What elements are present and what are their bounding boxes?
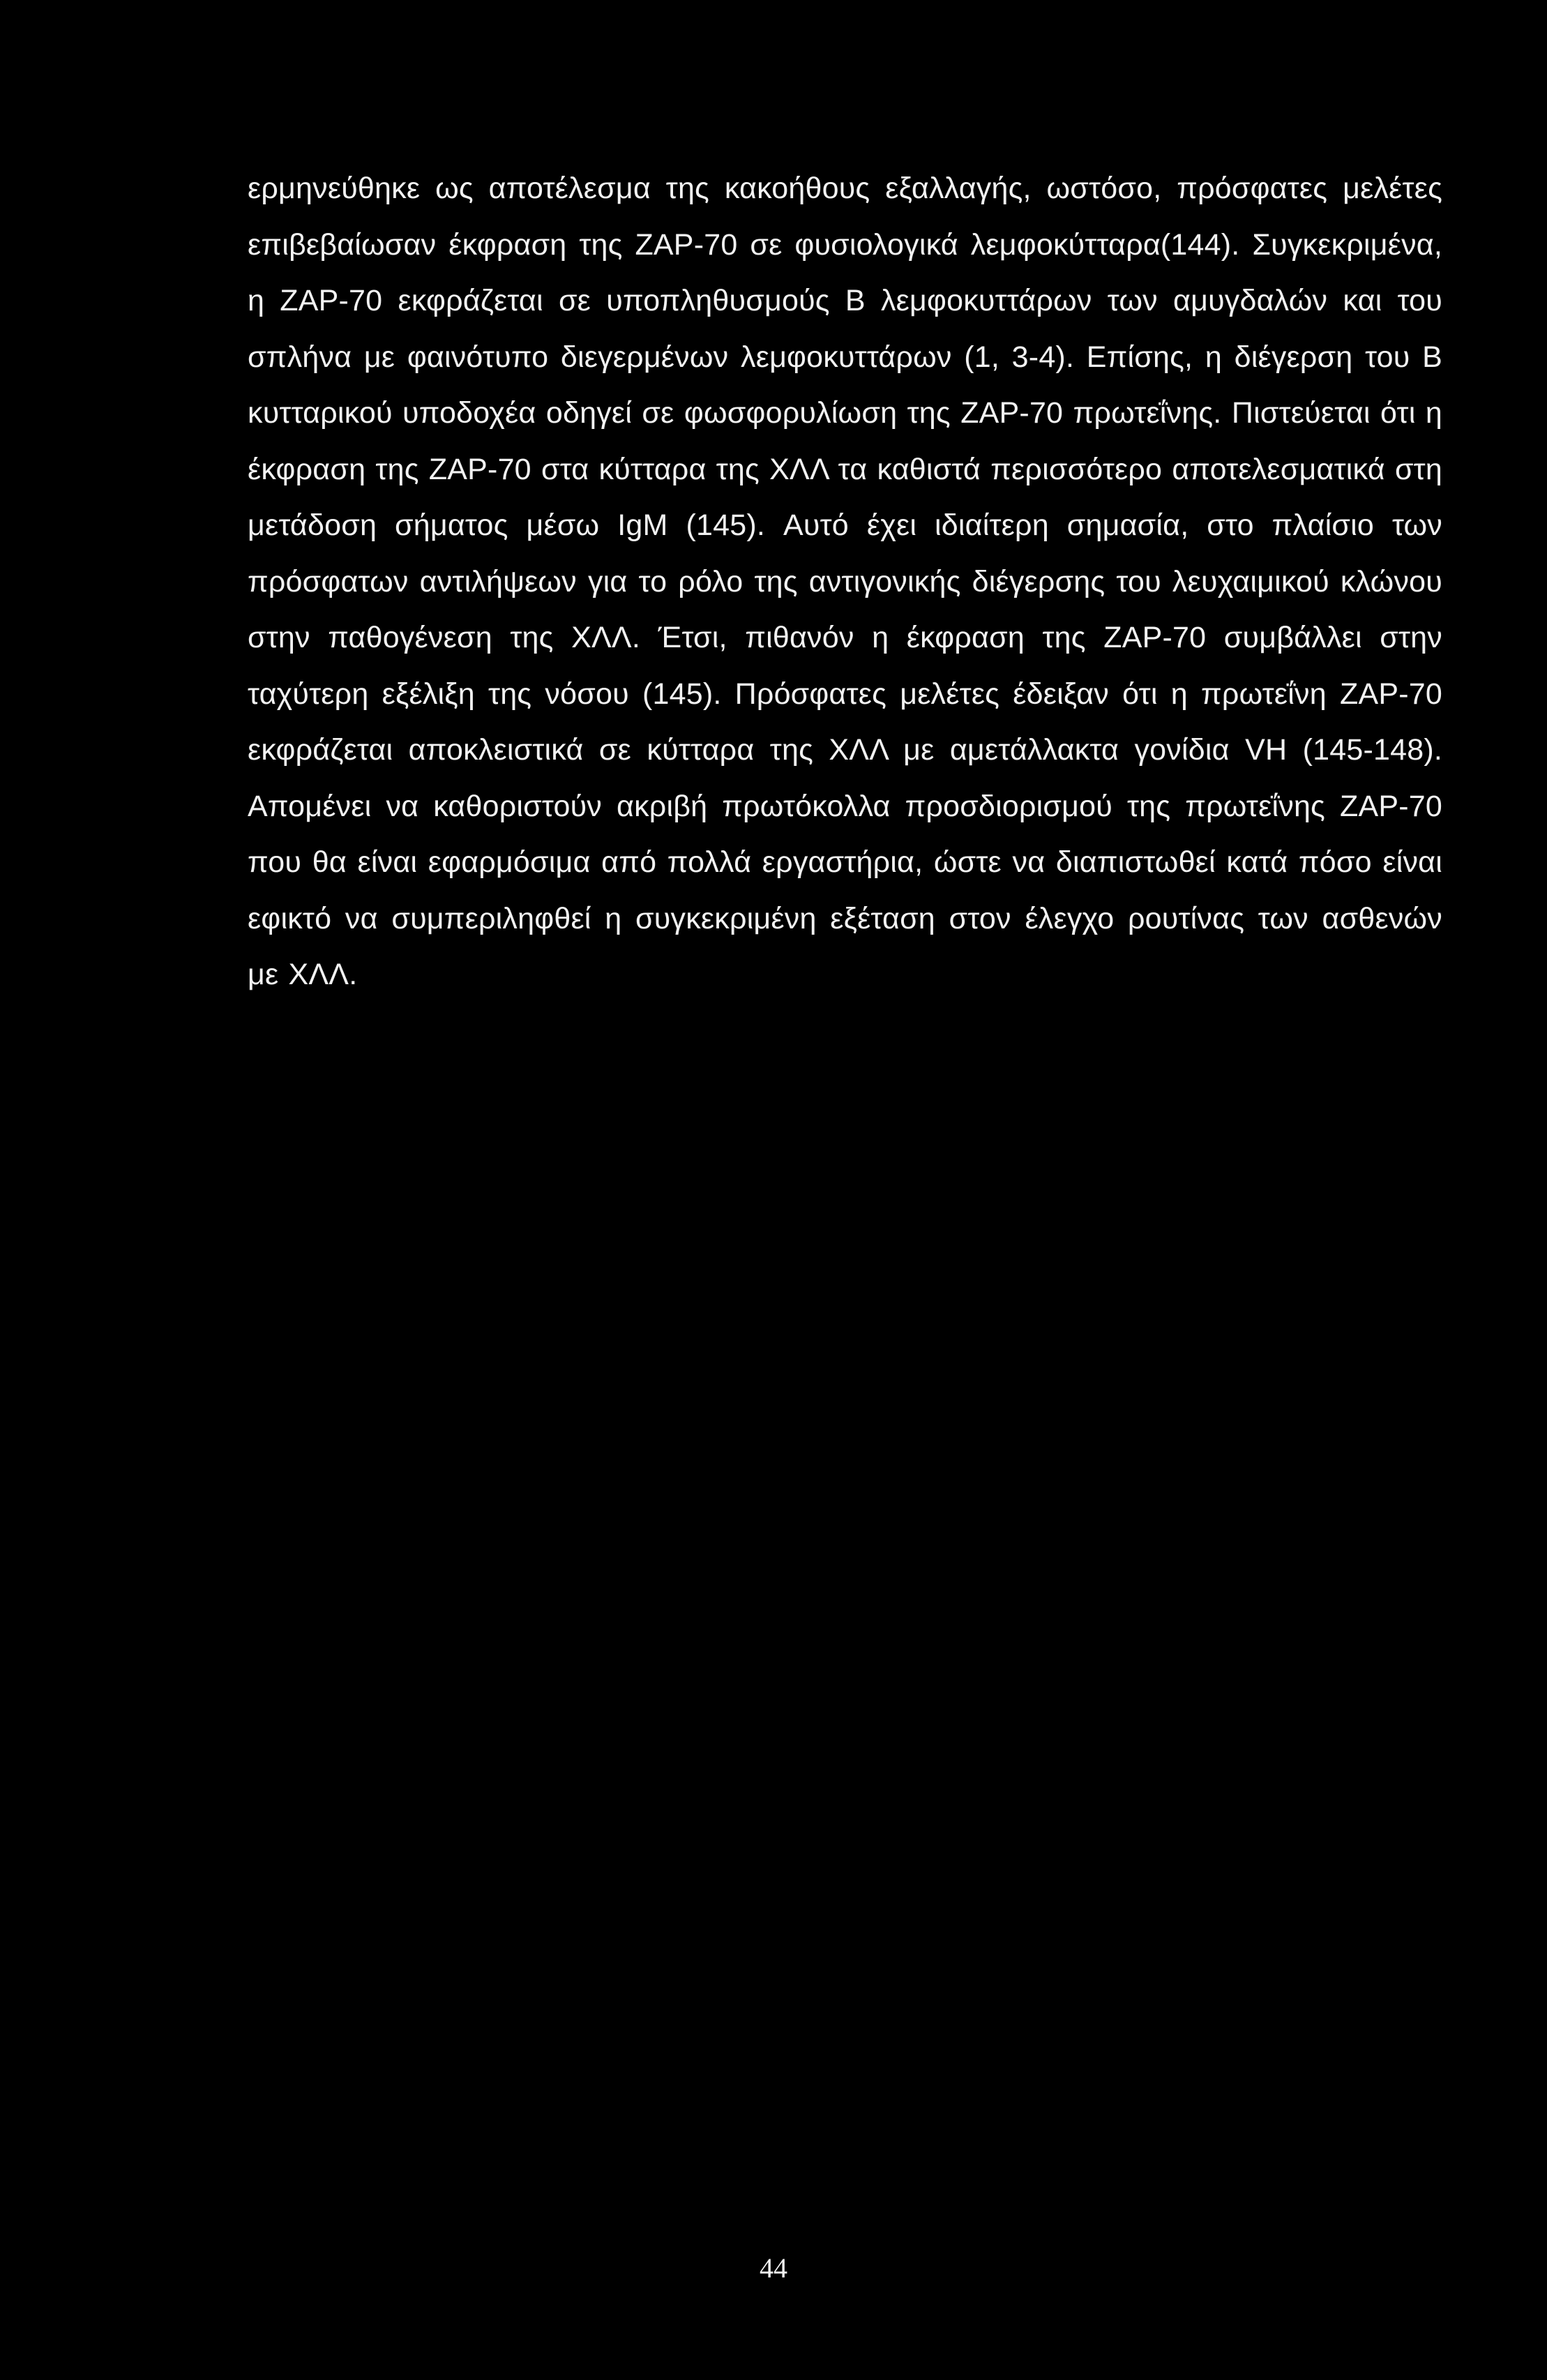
page-number: 44 (760, 2252, 787, 2284)
body-paragraph: ερμηνεύθηκε ως αποτέλεσμα της κακοήθους εξαλλαγής, ωστόσο, πρόσφατες μελέτες επιβεβαίωσαν έκφραση της ZAP-70 σε φυσιολογικά λεμφοκύτταρα(144). Συγκεκριμένα, η ZAP-70 εκφράζεται σε υποπληθυσμούς Β λεμφοκυττάρων των αμυγδαλών και του σπλήνα με φαινότυπο διεγερμένων λεμφοκυττάρων (1, 3-4). Επίσης, η διέγερση του Β κυτταρικού υποδοχέα οδηγεί σε φωσφορυλίωση της ZAP-70 πρωτεΐνης. Πιστεύεται ότι η έκφραση της ZAP-70 στα κύτταρα της ΧΛΛ τα καθιστά περισσότερο αποτελεσματικά στη μετάδοση σήματος μέσω IgM (145). Αυτό έχει ιδιαίτερη σημασία, στο πλαίσιο των πρόσφατων αντιλήψεων για το ρόλο της αντιγονικής διέγερσης του λευχαιμικού κλώνου στην παθογένεση της ΧΛΛ. Έτσι, πιθανόν η έκφραση της ZAP-70 συμβάλλει στην ταχύτερη εξέλιξη της νόσου (145). Πρόσφατες μελέτες έδειξαν ότι η πρωτεΐνη ZAP-70 εκφράζεται αποκλειστικά σε κύτταρα της ΧΛΛ με αμετάλλακτα γονίδια VH (145-148). Απομένει να καθοριστούν ακριβή πρωτόκολλα προσδιορισμού της πρωτεΐνης ZAP-70 που θα είναι εφαρμόσιμα από πολλά εργαστήρια, ώστε να διαπιστωθεί κατά πόσο είναι εφικτό να συμπεριληφθεί η συγκεκριμένη εξέταση στον έλεγχο ρουτίνας των ασθενών με ΧΛΛ. (248, 172, 1442, 991)
